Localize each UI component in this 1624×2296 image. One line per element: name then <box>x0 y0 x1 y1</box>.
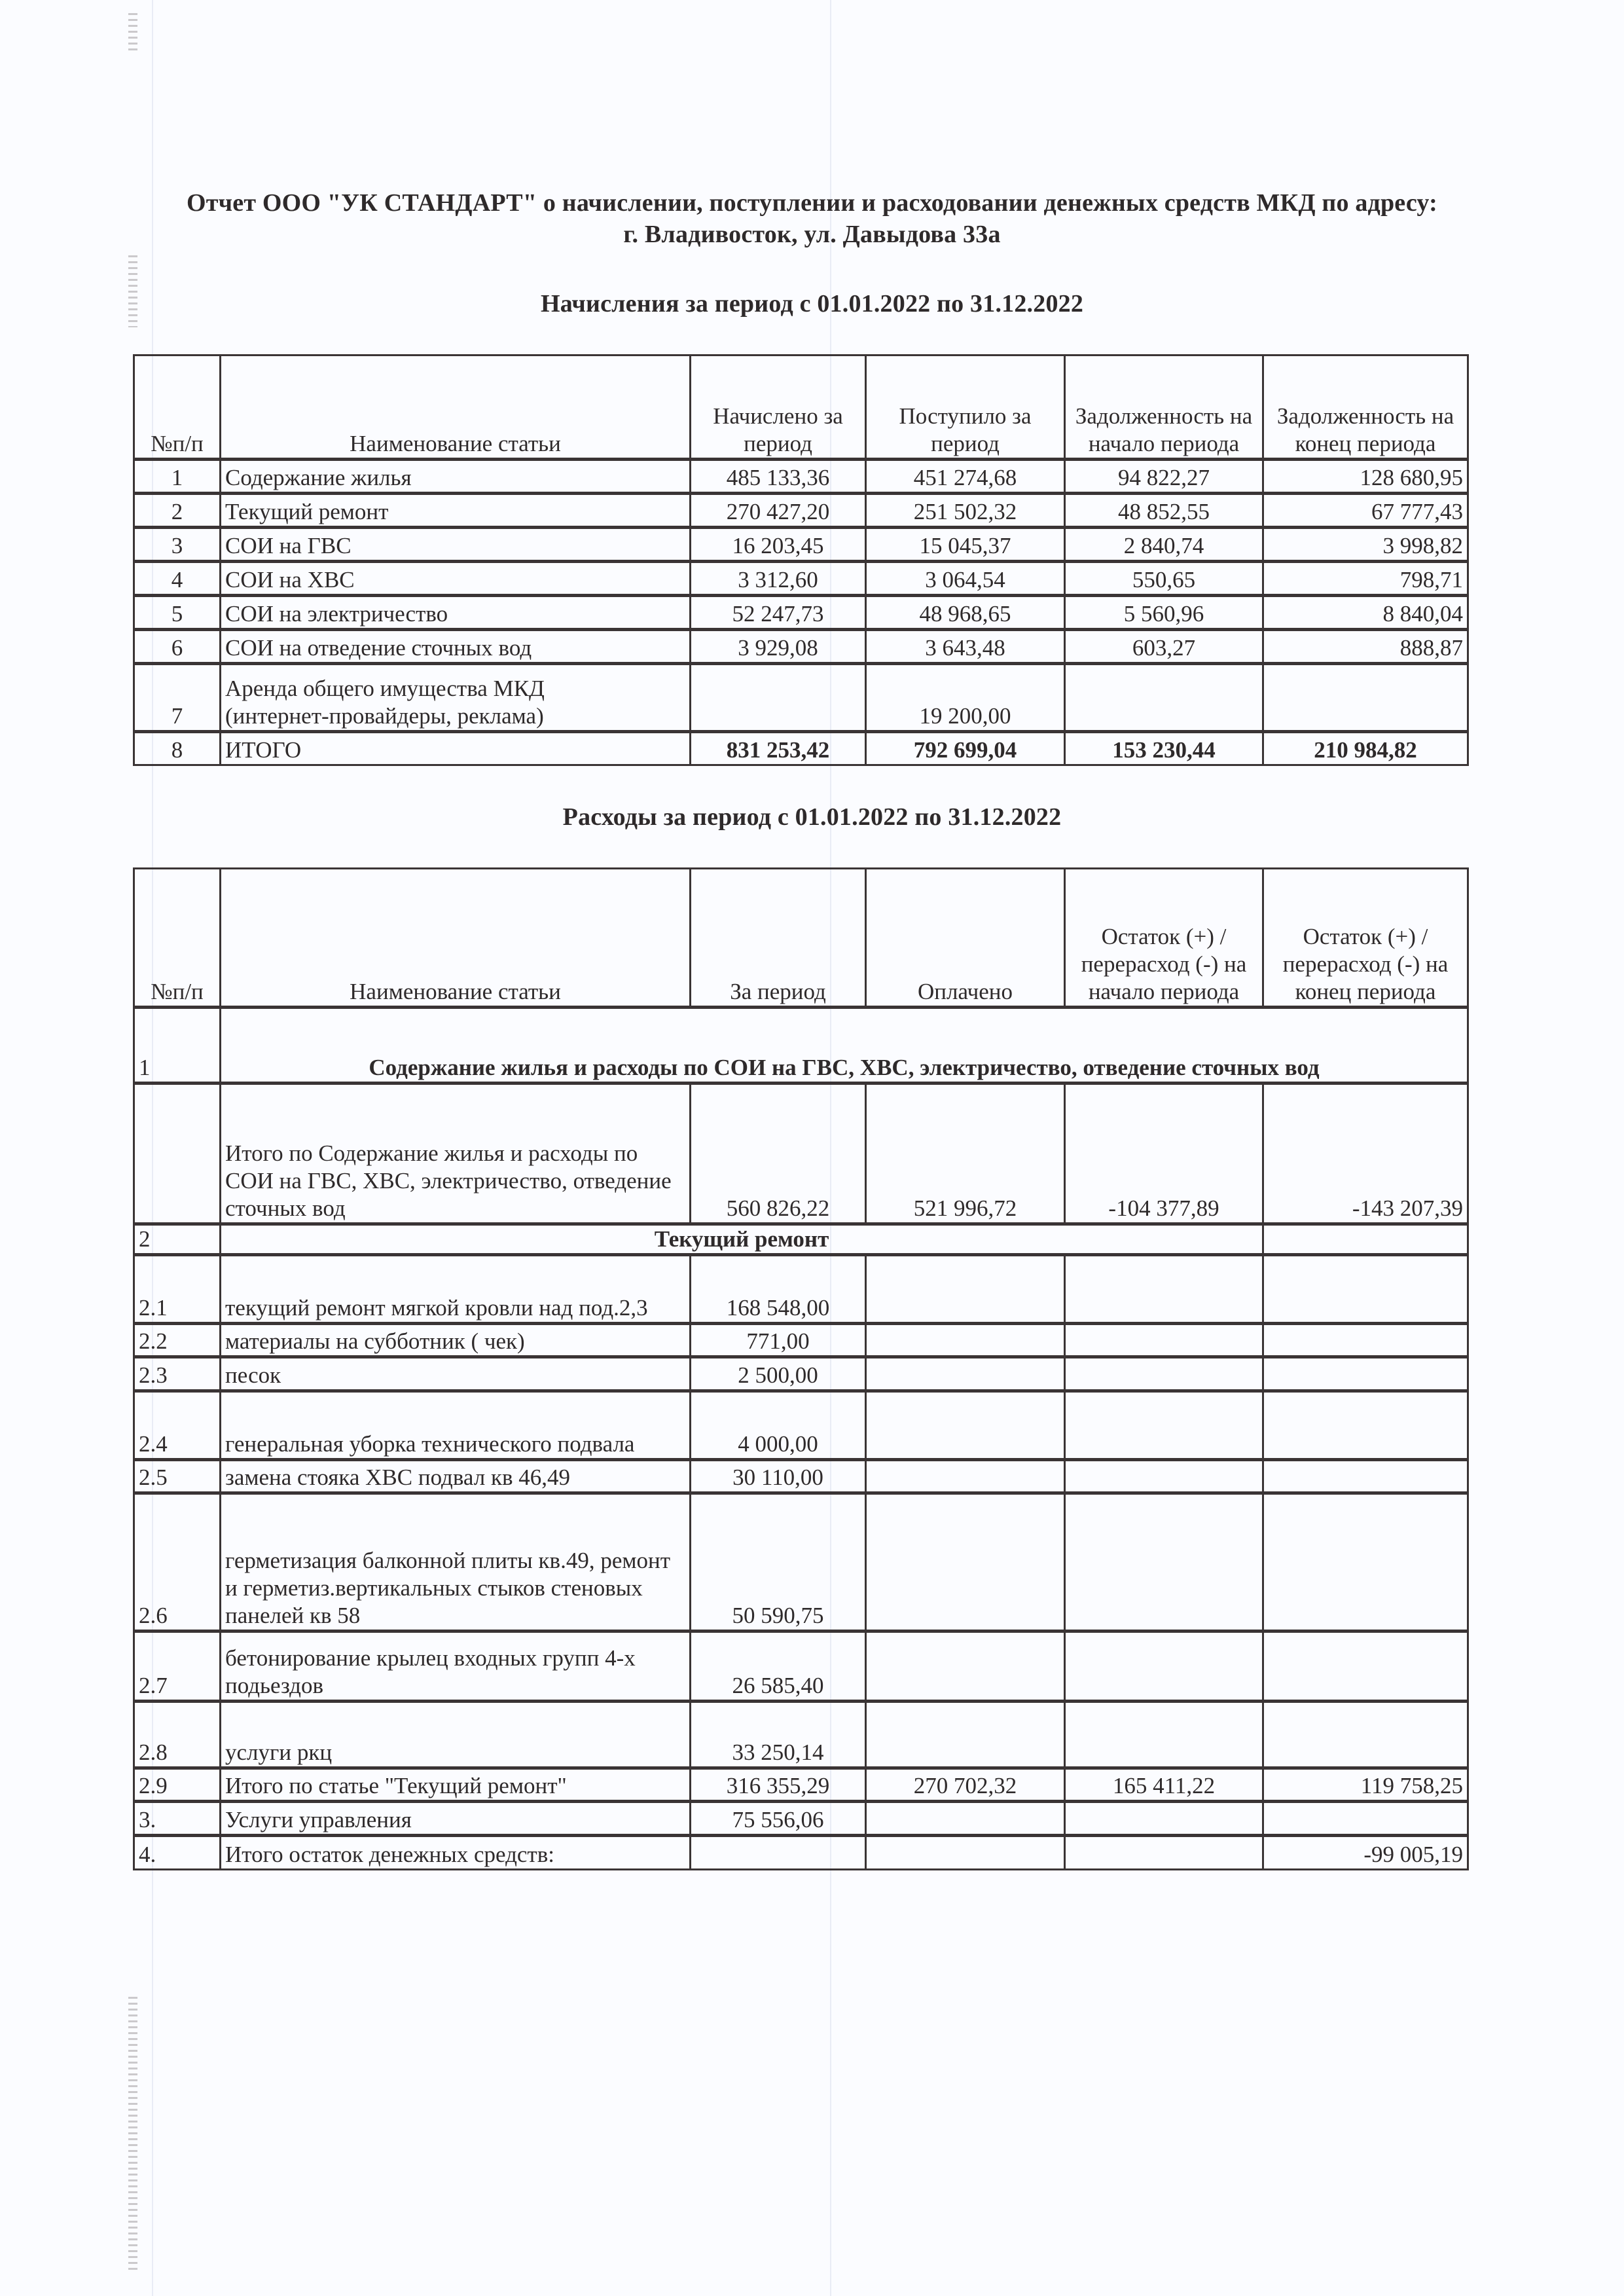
empty-cell <box>866 1493 1065 1631</box>
empty-cell <box>1263 1324 1468 1357</box>
empty-cell <box>1263 1357 1468 1391</box>
table-row <box>134 1493 1468 1631</box>
row-number: 2 <box>134 494 221 528</box>
final-balance-row <box>134 1836 1468 1870</box>
debt-start-value: 2 840,74 <box>1065 528 1263 562</box>
expenses-heading: Расходы за период с 01.01.2022 по 31.12.2022 <box>562 803 1062 831</box>
empty-cell <box>866 1324 1065 1357</box>
paid-value: 270 702,32 <box>866 1768 1065 1802</box>
subtotal-row <box>134 1084 1468 1224</box>
empty-cell <box>1065 1493 1263 1631</box>
item-name: Итого остаток денежных средств: <box>221 1836 691 1870</box>
period-value: 26 585,40 <box>691 1631 866 1702</box>
empty-cell <box>1065 1702 1263 1768</box>
debt-start-value: 603,27 <box>1065 630 1263 664</box>
item-name-line: (интернет-провайдеры, реклама) <box>225 703 544 729</box>
empty-cell <box>1065 1836 1263 1870</box>
table-row <box>134 1460 1468 1493</box>
debt-end-value: 798,71 <box>1263 562 1468 596</box>
item-name: бетонирование крылец входных групп 4-х подьездов <box>221 1631 691 1702</box>
empty-cell <box>1065 1324 1263 1357</box>
item-name: СОИ на ГВС <box>221 528 691 562</box>
received-value: 15 045,37 <box>866 528 1065 562</box>
debt-start-total: 153 230,44 <box>1065 732 1263 765</box>
section-title: Содержание жилья и расходы по СОИ на ГВС, ХВС, электричество, отведение сточных вод <box>221 1008 1468 1084</box>
empty-cell <box>866 1255 1065 1324</box>
report-address: г. Владивосток, ул. Давыдова 33а <box>623 221 1001 248</box>
scan-artifact <box>128 1997 137 2272</box>
item-name: Текущий ремонт <box>221 494 691 528</box>
debt-end-value: 3 998,82 <box>1263 528 1468 562</box>
table-row <box>134 1631 1468 1702</box>
empty-cell <box>1263 1802 1468 1836</box>
period-value: 2 500,00 <box>691 1357 866 1391</box>
table-row <box>134 630 1468 664</box>
item-name: герметизация балконной плиты кв.49, ремонт и герметиз.вертикальных стыков стеновых панелей кв 58 <box>221 1493 691 1631</box>
column-header: Начислено за период <box>691 355 866 460</box>
debt-end-value <box>1263 664 1468 732</box>
item-name: услуги ркц <box>221 1702 691 1768</box>
row-number: 3 <box>134 528 221 562</box>
scan-artifact <box>128 13 137 52</box>
accrued-total: 831 253,42 <box>691 732 866 765</box>
empty-cell <box>1065 1357 1263 1391</box>
period-value: 560 826,22 <box>691 1084 866 1224</box>
empty-cell <box>691 1836 866 1870</box>
item-name-line: Аренда общего имущества МКД <box>225 676 545 701</box>
row-number: 2.4 <box>134 1391 221 1460</box>
item-name: СОИ на ХВС <box>221 562 691 596</box>
item-name: СОИ на электричество <box>221 596 691 630</box>
balance-start-value: -104 377,89 <box>1065 1084 1263 1224</box>
column-header: №п/п <box>134 355 221 460</box>
debt-end-value: 128 680,95 <box>1263 460 1468 494</box>
row-number: 2.8 <box>134 1702 221 1768</box>
column-header: №п/п <box>134 869 221 1008</box>
balance-end-value: 119 758,25 <box>1263 1768 1468 1802</box>
section-number: 1 <box>134 1008 221 1084</box>
debt-start-value: 5 560,96 <box>1065 596 1263 630</box>
report-title: Отчет ООО "УК СТАНДАРТ" о начислении, поступлении и расходовании денежных средств МКД по адресу: <box>187 189 1437 217</box>
empty-cell <box>1263 1460 1468 1493</box>
column-header: Остаток (+) / перерасход (-) на конец периода <box>1263 869 1468 1008</box>
empty-cell <box>866 1631 1065 1702</box>
item-name: Итого по Содержание жилья и расходы по СОИ на ГВС, ХВС, электричество, отведение сточных вод <box>221 1084 691 1224</box>
debt-start-value: 94 822,27 <box>1065 460 1263 494</box>
expenses-table <box>133 867 1469 1870</box>
period-value: 33 250,14 <box>691 1702 866 1768</box>
empty-cell <box>1065 1255 1263 1324</box>
item-name: Итого по статье "Текущий ремонт" <box>221 1768 691 1802</box>
accrued-value: 485 133,36 <box>691 460 866 494</box>
period-value: 50 590,75 <box>691 1493 866 1631</box>
period-value: 4 000,00 <box>691 1391 866 1460</box>
empty-cell <box>866 1702 1065 1768</box>
empty-cell <box>1065 1391 1263 1460</box>
table-row <box>134 664 1468 732</box>
column-header: Задолженность на конец периода <box>1263 355 1468 460</box>
item-name: замена стояка ХВС подвал кв 46,49 <box>221 1460 691 1493</box>
item-name: Содержание жилья <box>221 460 691 494</box>
received-value: 3 643,48 <box>866 630 1065 664</box>
debt-start-value <box>1065 664 1263 732</box>
empty-cell <box>1263 1631 1468 1702</box>
accrued-value: 270 427,20 <box>691 494 866 528</box>
accruals-heading: Начисления за период с 01.01.2022 по 31.12.2022 <box>540 290 1084 318</box>
empty-cell <box>1263 1493 1468 1631</box>
section-number: 2 <box>134 1224 221 1255</box>
row-number: 5 <box>134 596 221 630</box>
column-header: Задолженность на начало периода <box>1065 355 1263 460</box>
received-value: 19 200,00 <box>866 664 1065 732</box>
column-header: Наименование статьи <box>221 355 691 460</box>
empty-cell <box>866 1836 1065 1870</box>
row-number <box>134 1084 221 1224</box>
empty-cell <box>866 1391 1065 1460</box>
column-header: Оплачено <box>866 869 1065 1008</box>
row-number: 7 <box>134 664 221 732</box>
debt-end-value: 67 777,43 <box>1263 494 1468 528</box>
section-header-row <box>134 1008 1468 1084</box>
table-row <box>134 1802 1468 1836</box>
row-number: 3. <box>134 1802 221 1836</box>
empty-cell <box>1065 1460 1263 1493</box>
debt-end-value: 8 840,04 <box>1263 596 1468 630</box>
section-header-row <box>134 1224 1468 1255</box>
debt-start-value: 550,65 <box>1065 562 1263 596</box>
row-number: 8 <box>134 732 221 765</box>
total-row <box>134 732 1468 765</box>
empty-cell <box>1263 1702 1468 1768</box>
table-header-row <box>134 355 1468 460</box>
table-row <box>134 1391 1468 1460</box>
item-name: ИТОГО <box>221 732 691 765</box>
period-value: 30 110,00 <box>691 1460 866 1493</box>
debt-end-value: 888,87 <box>1263 630 1468 664</box>
table-row <box>134 1702 1468 1768</box>
balance-end-value: -143 207,39 <box>1263 1084 1468 1224</box>
empty-cell <box>1263 1255 1468 1324</box>
item-name: генеральная уборка технического подвала <box>221 1391 691 1460</box>
accrued-value: 3 929,08 <box>691 630 866 664</box>
received-total: 792 699,04 <box>866 732 1065 765</box>
accrued-value <box>691 664 866 732</box>
column-header: За период <box>691 869 866 1008</box>
item-name: текущий ремонт мягкой кровли над под.2,3 <box>221 1255 691 1324</box>
empty-cell <box>866 1357 1065 1391</box>
row-number: 1 <box>134 460 221 494</box>
row-number: 2.2 <box>134 1324 221 1357</box>
empty-cell <box>1065 1802 1263 1836</box>
table-row <box>134 494 1468 528</box>
row-number: 2.3 <box>134 1357 221 1391</box>
accrued-value: 3 312,60 <box>691 562 866 596</box>
debt-end-total: 210 984,82 <box>1263 732 1468 765</box>
row-number: 2.9 <box>134 1768 221 1802</box>
item-name: СОИ на отведение сточных вод <box>221 630 691 664</box>
item-name <box>221 664 691 732</box>
table-row <box>134 596 1468 630</box>
empty-cell <box>866 1460 1065 1493</box>
row-number: 2.1 <box>134 1255 221 1324</box>
paid-value: 521 996,72 <box>866 1084 1065 1224</box>
table-row <box>134 1357 1468 1391</box>
row-number: 6 <box>134 630 221 664</box>
row-number: 2.7 <box>134 1631 221 1702</box>
final-balance-value: -99 005,19 <box>1263 1836 1468 1870</box>
period-value: 316 355,29 <box>691 1768 866 1802</box>
table-row <box>134 528 1468 562</box>
period-value: 75 556,06 <box>691 1802 866 1836</box>
period-value: 771,00 <box>691 1324 866 1357</box>
table-header-row <box>134 869 1468 1008</box>
subtotal-row <box>134 1768 1468 1802</box>
balance-start-value: 165 411,22 <box>1065 1768 1263 1802</box>
item-name: песок <box>221 1357 691 1391</box>
item-name: материалы на субботник ( чек) <box>221 1324 691 1357</box>
empty-cell <box>1065 1631 1263 1702</box>
empty-cell <box>866 1802 1065 1836</box>
row-number: 2.6 <box>134 1493 221 1631</box>
table-row <box>134 1324 1468 1357</box>
column-header: Остаток (+) / перерасход (-) на начало периода <box>1065 869 1263 1008</box>
accrued-value: 16 203,45 <box>691 528 866 562</box>
received-value: 451 274,68 <box>866 460 1065 494</box>
row-number: 2.5 <box>134 1460 221 1493</box>
row-number: 4 <box>134 562 221 596</box>
received-value: 48 968,65 <box>866 596 1065 630</box>
table-row <box>134 562 1468 596</box>
column-header: Наименование статьи <box>221 869 691 1008</box>
table-row <box>134 1255 1468 1324</box>
received-value: 3 064,54 <box>866 562 1065 596</box>
received-value: 251 502,32 <box>866 494 1065 528</box>
row-number: 4. <box>134 1836 221 1870</box>
table-row <box>134 460 1468 494</box>
period-value: 168 548,00 <box>691 1255 866 1324</box>
accruals-table <box>133 354 1469 766</box>
item-name: Услуги управления <box>221 1802 691 1836</box>
accrued-value: 52 247,73 <box>691 596 866 630</box>
section-title: Текущий ремонт <box>221 1224 1263 1255</box>
empty-cell <box>1263 1391 1468 1460</box>
empty-cell <box>1263 1224 1468 1255</box>
column-header: Поступило за период <box>866 355 1065 460</box>
debt-start-value: 48 852,55 <box>1065 494 1263 528</box>
